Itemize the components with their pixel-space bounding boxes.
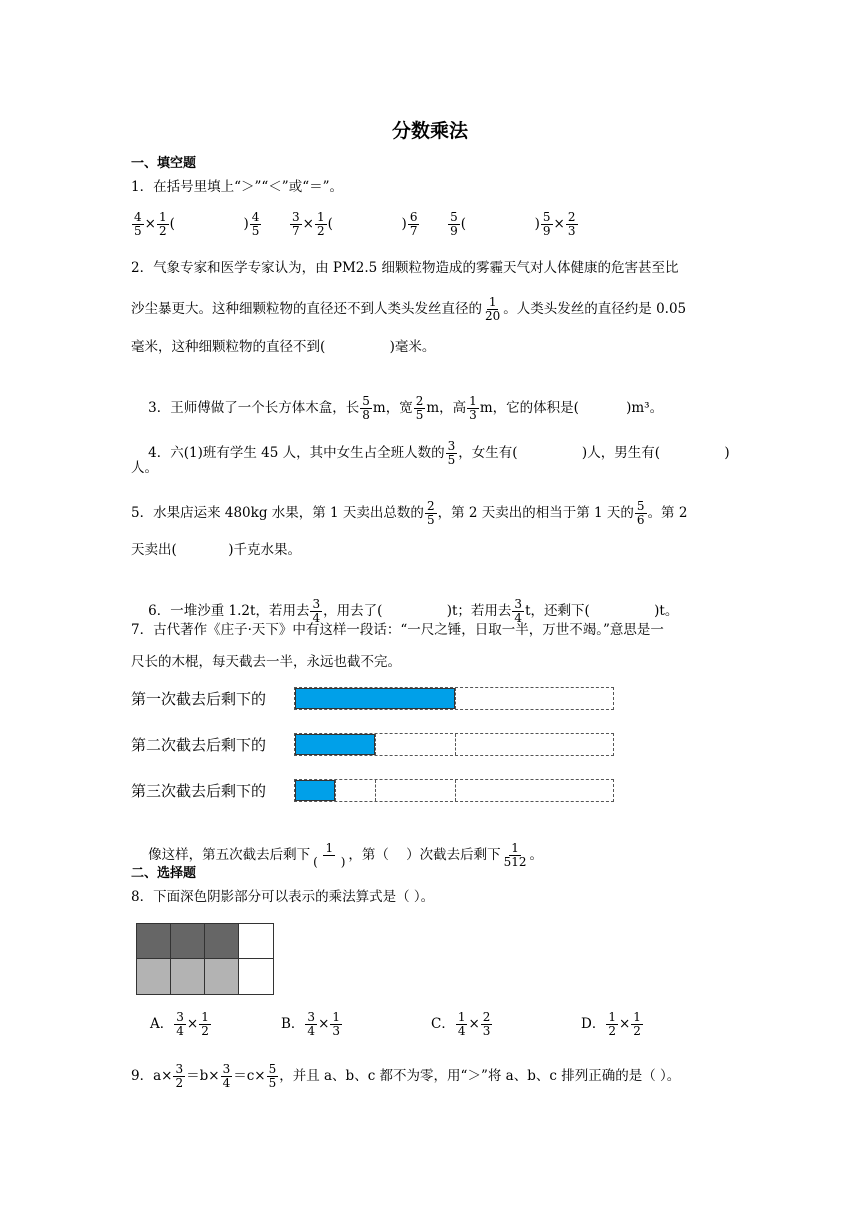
q7-line-2: 尺长的木棍，每天截去一半，永远也截不完。 xyxy=(131,654,401,670)
fraction: $\frac{1}{3}$ xyxy=(469,394,477,422)
bar-label: 第二次截去后剩下的 xyxy=(131,736,267,754)
grid-cell xyxy=(205,959,239,994)
q8-text: 8．下面深色阴影部分可以表示的乘法算式是（ ）。 xyxy=(131,889,435,905)
grid-cell xyxy=(205,924,239,959)
fraction: $\frac{1}{2}$ xyxy=(201,1010,209,1038)
fraction: $\frac{3}{4}$ xyxy=(514,597,523,625)
bar-label: 第一次截去后剩下的 xyxy=(131,690,267,708)
fraction: $\frac{2}{5}$ xyxy=(415,394,424,422)
fraction: $\frac{2}{3}$ xyxy=(567,210,576,238)
fraction: $\frac{4}{5}$ xyxy=(134,210,142,238)
q1-text: 1．在括号里填上“＞”“＜”或“＝”。 xyxy=(131,179,343,195)
option-a[interactable]: A． $\frac{3}{4}$ × $\frac{1}{2}$ xyxy=(150,1010,209,1038)
fraction: $\frac{4}{5}$ xyxy=(251,210,260,238)
stick-bar xyxy=(294,733,614,756)
fraction: $\frac{6}{7}$ xyxy=(409,210,418,238)
q6-text: 6．一堆沙重 1.2t，若用去 $\frac{3}{4}$ ，用去了( )t；若用去 $\frac{3}{4}$ t，还剩下( )t。 xyxy=(148,597,679,625)
fraction: $\frac{1}{2}$ xyxy=(633,1010,641,1038)
grid-cell xyxy=(137,924,171,959)
fraction: $\frac{1}{20}$ xyxy=(485,295,501,323)
q3-text: 3．王师傅做了一个长方体木盒，长 $\frac{5}{8}$ m，宽 $\frac{2}{5}$ m，高 $\frac{1}{3}$ m，它的体积是( )m³。 xyxy=(148,394,664,422)
q2-line-1: 2．气象专家和医学专家认为，由 PM2.5 细颗粒物造成的雾霾天气对人体健康的危害甚至比 xyxy=(131,260,679,276)
cut-divider xyxy=(375,780,376,801)
fraction: $\frac{3}{4}$ xyxy=(312,597,321,625)
grid-cell xyxy=(137,959,171,994)
fraction: $\frac{5}{6}$ xyxy=(636,499,645,527)
fraction: $\frac{1}{4}$ xyxy=(457,1010,466,1038)
q5-line-1: 5．水果店运来 480kg 水果，第 1 天卖出总数的 $\frac{2}{5}$ ，第 2 天卖出的相当于第 1 天的 $\frac{5}{6}$ 。第 2 xyxy=(131,499,688,527)
fraction: $\frac{1}{3}$ xyxy=(332,1010,341,1038)
q4-line-1: 4．六(1)班有学生 45 人，其中女生占全班人数的 $\frac{3}{5}$ ，女生有( )人，男生有( ) xyxy=(148,439,730,467)
q2-line-3: 毫米，这种细颗粒物的直径不到( )毫米。 xyxy=(131,339,436,355)
fraction: $\frac{1}{( )}$ xyxy=(313,841,346,869)
stick-bar xyxy=(294,687,614,710)
grid-cell xyxy=(171,959,205,994)
q4-line-2: 人。 xyxy=(131,460,158,476)
section-choice-heading: 二、选择题 xyxy=(131,866,197,881)
fraction: $\frac{2}{3}$ xyxy=(482,1010,491,1038)
q1-expression-row xyxy=(131,211,579,238)
q1-expr-3: $\frac{5}{9}$ ( ) $\frac{5}{9}$ × $\frac{2}{3}$ xyxy=(450,210,576,238)
fraction: $\frac{1}{2}$ xyxy=(608,1010,616,1038)
fraction: $\frac{5}{8}$ xyxy=(362,394,370,422)
fraction: $\frac{5}{9}$ xyxy=(542,210,551,238)
fraction: $\frac{5}{5}$ xyxy=(268,1062,277,1090)
grid-cell xyxy=(239,959,273,994)
fraction: $\frac{3}{2}$ xyxy=(175,1062,184,1090)
cut-divider xyxy=(455,688,456,709)
fraction: $\frac{3}{5}$ xyxy=(447,439,456,467)
fraction: $\frac{3}{7}$ xyxy=(292,210,300,238)
q7-line-1: 7．古代著作《庄子·天下》中有这样一段话：“一尺之锤，日取一半，万世不竭。”意思是一 xyxy=(131,622,664,638)
cut-divider xyxy=(335,780,336,801)
section-fill-blank-heading: 一、填空题 xyxy=(131,156,197,171)
grid-cell xyxy=(239,924,273,959)
option-c[interactable]: C． $\frac{1}{4}$ × $\frac{2}{3}$ xyxy=(431,1010,491,1038)
bar-label: 第三次截去后剩下的 xyxy=(131,782,267,800)
cut-divider xyxy=(455,734,456,755)
q1-expr-1: $\frac{4}{5}$ × $\frac{1}{2}$ ( ) $\frac{4}{5}$ xyxy=(134,210,260,238)
grid-cell xyxy=(171,924,205,959)
shaded-rectangle-grid xyxy=(136,923,274,995)
fraction: $\frac{3}{4}$ xyxy=(307,1010,316,1038)
answer-blank[interactable]: ( ) xyxy=(169,216,249,232)
fraction: $\frac{3}{4}$ xyxy=(222,1062,231,1090)
fraction: $\frac{2}{5}$ xyxy=(426,499,435,527)
cut-divider xyxy=(375,734,376,755)
option-b[interactable]: B． $\frac{3}{4}$ × $\frac{1}{3}$ xyxy=(281,1010,341,1038)
q2-line-2: 沙尘暴更大。这种细颗粒物的直径还不到人类头发丝直径的 $\frac{1}{20}$ 。人类头发丝的直径约是 0.05 xyxy=(131,295,687,323)
q7-tail: 像这样，第五次截去后剩下 $\frac{1}{( )}$ ，第（ ）次截去后剩下 $\frac{1}{512}$ 。 xyxy=(148,841,543,869)
fraction: $\frac{3}{4}$ xyxy=(176,1010,184,1038)
remaining-fill xyxy=(295,688,455,709)
q9-text: 9．a× $\frac{3}{2}$ ＝b× $\frac{3}{4}$ ＝c× $\frac{5}{5}$ ，并且 a、b、c 都不为零，用“＞”将 a、b、c 排列正确的是（ ）。 xyxy=(131,1062,681,1090)
fraction: $\frac{1}{2}$ xyxy=(316,210,325,238)
remaining-fill xyxy=(295,734,375,755)
page-title: 分数乘法 xyxy=(391,120,468,142)
stick-bar xyxy=(294,779,614,802)
answer-blank[interactable]: ( ) xyxy=(327,216,407,232)
q1-expr-2: $\frac{3}{7}$ × $\frac{1}{2}$ ( ) $\frac{6}{7}$ xyxy=(292,210,418,238)
q5-line-2: 天卖出( )千克水果。 xyxy=(131,542,302,558)
fraction: $\frac{5}{9}$ xyxy=(450,210,458,238)
remaining-fill xyxy=(295,780,335,801)
fraction: $\frac{1}{2}$ xyxy=(158,210,167,238)
fraction: $\frac{1}{512}$ xyxy=(503,841,527,869)
answer-blank[interactable]: ( ) xyxy=(460,216,540,232)
cut-divider xyxy=(455,780,456,801)
option-d[interactable]: D． $\frac{1}{2}$ × $\frac{1}{2}$ xyxy=(581,1010,641,1038)
